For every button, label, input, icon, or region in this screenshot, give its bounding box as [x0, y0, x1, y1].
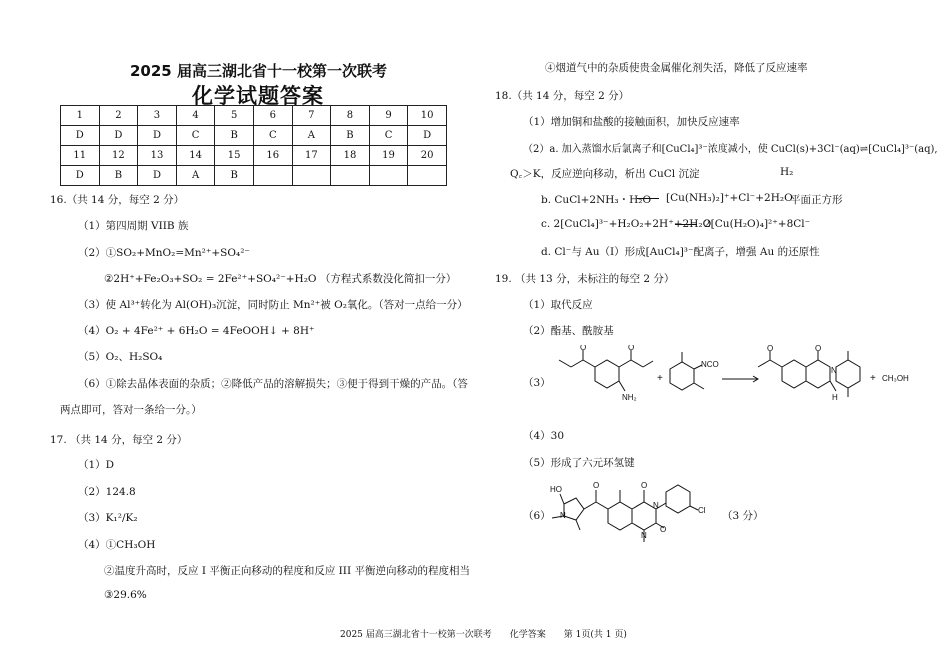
answer-cell: [292, 166, 331, 186]
answer-cell: D: [61, 126, 100, 146]
answer-cell: D: [61, 166, 100, 186]
atom-n: N: [653, 501, 659, 510]
atom-o: O: [641, 481, 648, 490]
answer-cell: D: [99, 126, 138, 146]
q19-part3-label: （3）: [523, 377, 551, 389]
question-number-cell: 14: [176, 146, 215, 166]
q19-part1: （1）取代反应: [523, 299, 593, 311]
q18-part2c-left: c. 2[CuCl₄]³⁻+H₂O₂+2H⁺+2H₂O: [541, 218, 712, 230]
q18-part2d: d. Cl⁻与 Au（Ⅰ）形成[AuCl₄]³⁻配离子，增强 Au 的还原性: [541, 246, 820, 258]
atom-n: N: [831, 366, 837, 375]
q17-part4d: ④烟道气中的杂质使贵金属催化剂失活，降低了反应速率: [545, 62, 808, 74]
q19-part4: （4）30: [523, 430, 565, 442]
answer-cell: D: [408, 126, 447, 146]
q16-part3: （3）使 Al³⁺转化为 Al(OH)₃沉淀，同时防止 Mn²⁺被 O₂氧化。（答对一点给一分）: [78, 299, 468, 311]
question-number-cell: 11: [61, 146, 100, 166]
q16-part4: （4）O₂ + 4Fe²⁺ + 6H₂O = 4FeOOH↓ + 8H⁺: [78, 325, 315, 337]
q16-part1: （1）第四周期 VIIB 族: [78, 220, 189, 232]
question-number-cell: 18: [331, 146, 370, 166]
q18-part2a: （2）a. 加入蒸馏水后氯离子和[CuCl₄]³⁻浓度减小，使 CuCl(s)+3Cl⁻(aq)⇌[CuCl₄]³⁻(aq),: [523, 144, 938, 155]
equation-line-c: [675, 224, 697, 225]
answer-cell: B: [215, 166, 254, 186]
question-number-cell: 8: [331, 106, 370, 126]
q17-heading: 17. （共 14 分，每空 2 分）: [50, 434, 188, 446]
q19-heading: 19. （共 13 分，未标注的每空 2 分）: [495, 273, 675, 285]
q18-part2c-right: 2[Cu(H₂O)₄]²⁺+8Cl⁻: [704, 218, 811, 230]
q17-part2: （2）124.8: [78, 486, 136, 498]
question-number-cell: 17: [292, 146, 331, 166]
methanol-label: CH₃OH: [882, 374, 909, 383]
question-number-cell: 9: [369, 106, 408, 126]
q19-part5: （5）形成了六元环氢键: [523, 457, 635, 469]
reaction-scheme: [550, 345, 910, 415]
atom-o: O: [660, 525, 667, 534]
q17-part4b: ②温度升高时，反应 I 平衡正向移动的程度和反应 III 平衡逆向移动的程度相当: [104, 565, 470, 577]
answer-cell: B: [331, 126, 370, 146]
question-number-cell: 7: [292, 106, 331, 126]
answer-table-row: [61, 146, 447, 166]
q18-geometry: 平面正方形: [790, 194, 843, 206]
plus-sign: +: [870, 373, 876, 384]
q18-part2b-left: b. CuCl+2NH₃・H₂O: [541, 194, 652, 206]
q18-heading: 18.（共 14 分，每空 2 分）: [495, 90, 630, 102]
atom-o: O: [593, 481, 600, 490]
answer-table-row: [61, 106, 447, 126]
q17-part4c: ③29.6%: [104, 589, 147, 601]
answer-cell: [253, 166, 292, 186]
question-number-cell: 16: [253, 146, 292, 166]
q16-part6a: （6）①除去晶体表面的杂质；②降低产品的溶解损失；③便于得到干燥的产品。（答: [78, 378, 468, 390]
answer-cell: D: [138, 126, 177, 146]
q18-part2a-cont: Q꜀＞K，反应逆向移动，析出 CuCl 沉淀: [510, 168, 700, 180]
answer-cell: D: [138, 166, 177, 186]
answer-cell: [408, 166, 447, 186]
question-number-cell: 15: [215, 146, 254, 166]
answer-cell: C: [176, 126, 215, 146]
q18-part2b-right: [Cu(NH₃)₂]⁺+Cl⁻+2H₂O: [666, 192, 793, 204]
answer-table-row: [61, 126, 447, 146]
q19-part2: （2）酯基、酰胺基: [523, 325, 614, 337]
atom-o: O: [628, 345, 635, 352]
answer-cell: B: [215, 126, 254, 146]
q19-part6-label: （6）: [523, 510, 551, 522]
question-number-cell: 1: [61, 106, 100, 126]
plus-sign: +: [657, 373, 663, 384]
question-number-cell: 19: [369, 146, 408, 166]
answer-cell: A: [176, 166, 215, 186]
isocyanate-label: NCO: [701, 360, 719, 369]
question-number-cell: 4: [176, 106, 215, 126]
answer-table-row: [61, 166, 447, 186]
answer-cell: [369, 166, 408, 186]
hydroxyl-label: HO: [550, 485, 562, 494]
answer-table: [60, 105, 447, 186]
question-number-cell: 12: [99, 146, 138, 166]
answer-cell: [331, 166, 370, 186]
answer-cell: C: [369, 126, 408, 146]
product-structure: [540, 478, 720, 556]
amine-label: NH₂: [622, 393, 637, 402]
question-number-cell: 2: [99, 106, 138, 126]
atom-o: O: [580, 345, 587, 352]
q18-part1: （1）增加铜和盐酸的接触面积，加快反应速率: [523, 116, 740, 128]
chlorine-label: Cl: [698, 506, 706, 515]
answer-cell: A: [292, 126, 331, 146]
question-number-cell: 13: [138, 146, 177, 166]
exam-title: 2025 届高三湖北省十一校第一次联考: [130, 62, 387, 80]
atom-h: H: [832, 393, 838, 402]
q18-gas-label: H₂: [780, 166, 794, 178]
q16-part6b: 两点即可，答对一条给一分。）: [60, 404, 202, 416]
q16-heading: 16.（共 14 分，每空 2 分）: [50, 194, 185, 206]
atom-o: O: [767, 345, 774, 353]
atom-n: N: [560, 511, 566, 520]
atom-o: O: [815, 345, 822, 353]
question-number-cell: 3: [138, 106, 177, 126]
answer-title: 化学试题答案: [192, 84, 324, 108]
question-number-cell: 6: [253, 106, 292, 126]
q16-part2a: （2）①SO₂+MnO₂=Mn²⁺+SO₄²⁻: [78, 247, 250, 259]
equation-line-b: [637, 198, 659, 199]
answer-cell: C: [253, 126, 292, 146]
answer-cell: B: [99, 166, 138, 186]
question-number-cell: 5: [215, 106, 254, 126]
atom-n: N: [641, 531, 647, 540]
q17-part4a: （4）①CH₃OH: [78, 539, 156, 551]
page-footer: 2025 届高三湖北省十一校第一次联考 化学答案 第 1页(共 1 页): [340, 630, 627, 640]
q17-part1: （1）D: [78, 459, 115, 471]
q17-part3: （3）K₁²/K₂: [78, 512, 138, 524]
q19-part6-score: （3 分）: [722, 510, 764, 522]
question-number-cell: 20: [408, 146, 447, 166]
question-number-cell: 10: [408, 106, 447, 126]
q16-part2b: ②2H⁺+Fe₂O₃+SO₂ = 2Fe²⁺+SO₄²⁻+H₂O （方程式系数没化简扣一分）: [104, 273, 457, 285]
q16-part5: （5）O₂、H₂SO₄: [78, 351, 163, 363]
